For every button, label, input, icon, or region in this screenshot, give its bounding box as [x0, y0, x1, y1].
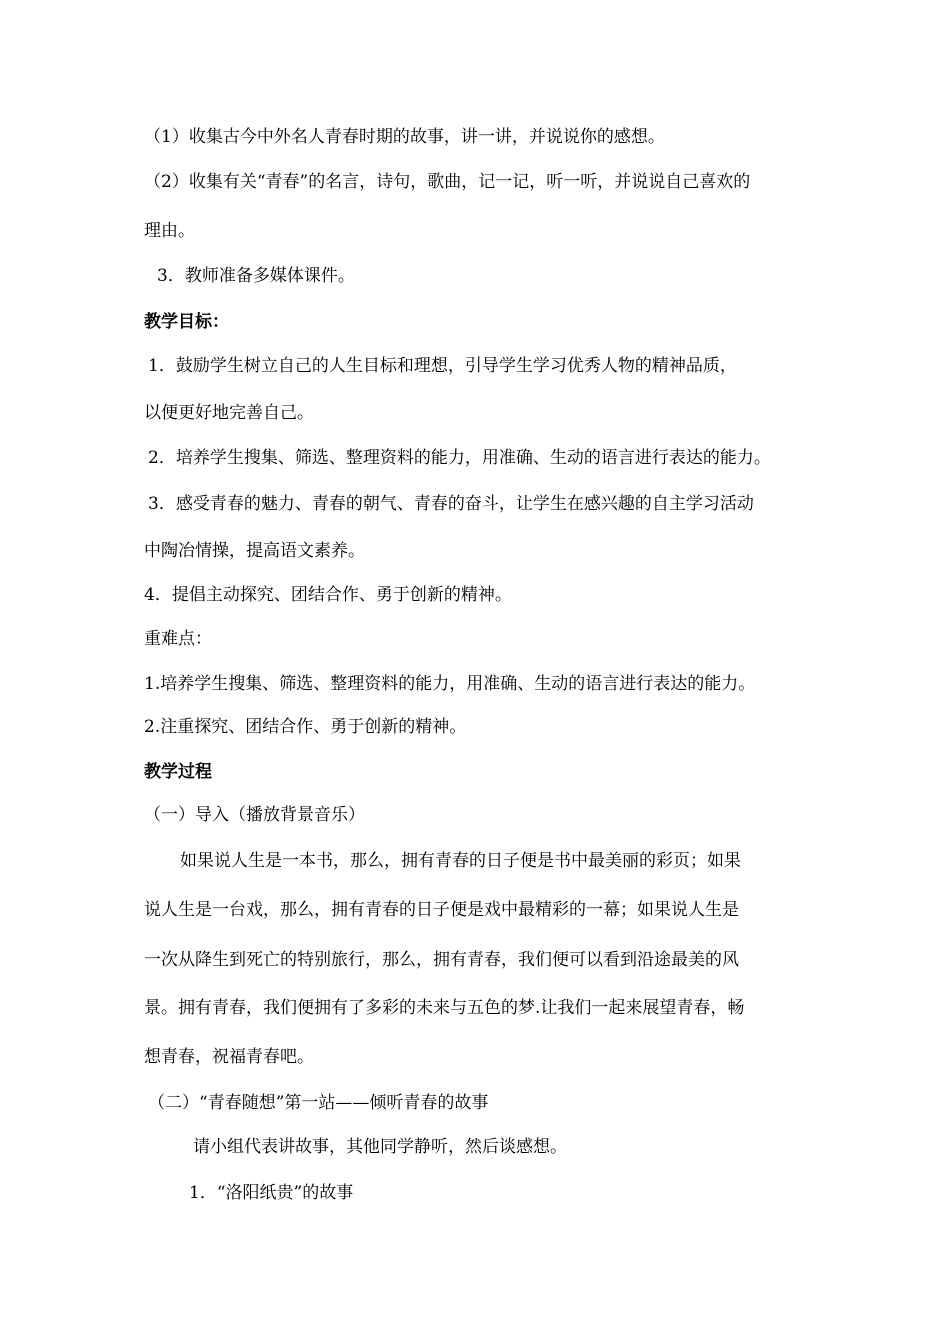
objective-1: 1．鼓励学生树立自己的人生目标和理想，引导学生学习优秀人物的精神品质，: [148, 356, 737, 376]
paragraph-line-5: 想青春，祝福青春吧。: [144, 1047, 314, 1067]
section-heading-objectives: 教学目标：: [144, 312, 229, 332]
paragraph-line-2: 说人生是一台戏，那么，拥有青春的日子便是戏中最精彩的一幕；如果说人生是: [144, 900, 739, 920]
key-point-2: 2.注重探究、团结合作、勇于创新的精神。: [144, 717, 467, 737]
objective-1-continued: 以便更好地完善自己。: [144, 403, 314, 423]
key-point-1: 1.培养学生搜集、筛选、整理资料的能力，用准确、生动的语言进行表达的能力。: [144, 674, 756, 694]
objective-3-continued: 中陶冶情操，提高语文素养。: [144, 541, 365, 561]
list-item-2-continued: 理由。: [144, 221, 195, 241]
objective-3: 3．感受青春的魅力、青春的朝气、青春的奋斗，让学生在感兴趣的自主学习活动: [148, 494, 754, 514]
subheading-intro: （一）导入（播放背景音乐）: [144, 805, 365, 825]
instruction-line: 请小组代表讲故事，其他同学静听，然后谈感想。: [193, 1137, 567, 1157]
story-item-1: 1．“洛阳纸贵”的故事: [189, 1183, 354, 1203]
paragraph-line-4: 景。拥有青春，我们便拥有了多彩的未来与五色的梦.让我们一起来展望青春，畅: [144, 998, 745, 1018]
paragraph-line-1: 如果说人生是一本书，那么，拥有青春的日子便是书中最美丽的彩页；如果: [180, 851, 741, 871]
list-item-1: （1）收集古今中外名人青春时期的故事，讲一讲，并说说你的感想。: [144, 127, 665, 147]
list-item-2: （2）收集有关“青春”的名言，诗句，歌曲，记一记，听一听，并说说自己喜欢的: [144, 172, 751, 192]
objective-2: 2．培养学生搜集、筛选、整理资料的能力，用准确、生动的语言进行表达的能力。: [148, 448, 771, 468]
section-heading-key-points: 重难点：: [144, 629, 212, 649]
objective-4: 4．提倡主动探究、团结合作、勇于创新的精神。: [144, 585, 512, 605]
section-heading-process: 教学过程: [144, 762, 212, 782]
subheading-station-1: （二）“青春随想”第一站——倾听青春的故事: [148, 1093, 489, 1113]
paragraph-line-3: 一次从降生到死亡的特别旅行，那么，拥有青春，我们便可以看到沿途最美的风: [144, 950, 739, 970]
prep-item-3: 3．教师准备多媒体课件。: [157, 266, 355, 286]
